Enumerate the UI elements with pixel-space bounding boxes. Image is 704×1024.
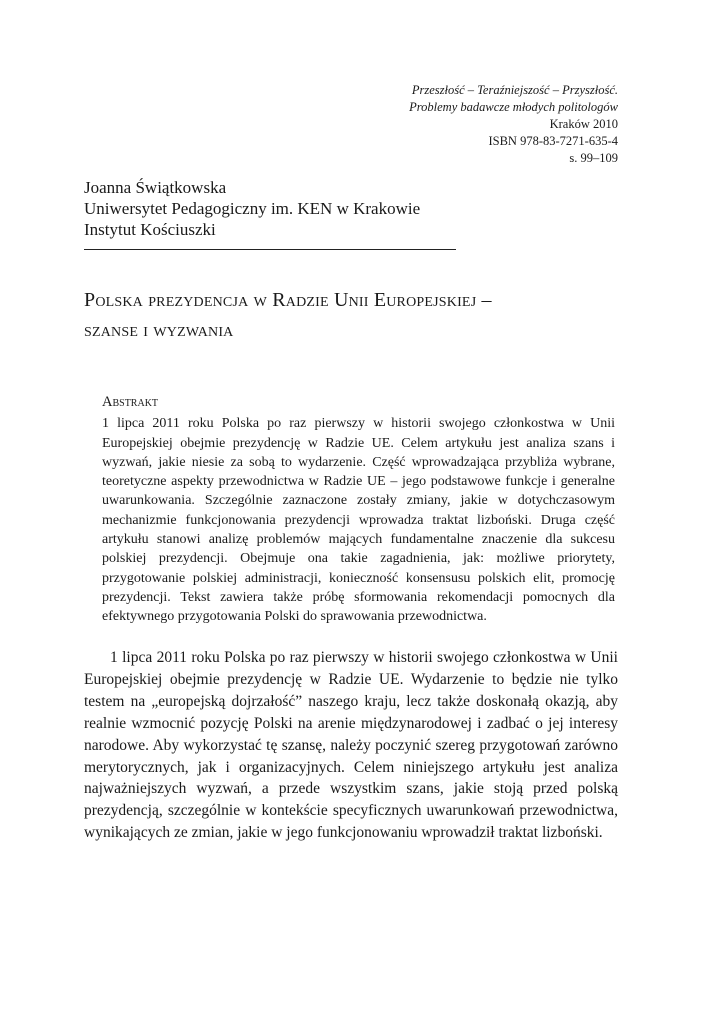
author-block bbox=[84, 177, 420, 240]
author-divider bbox=[84, 249, 456, 250]
isbn: ISBN 978-83-7271-635-4 bbox=[488, 134, 618, 148]
abstract-section bbox=[102, 393, 615, 627]
series-title-line-1: Przeszłość – Teraźniejszość – Przyszłość. bbox=[411, 83, 618, 97]
abstract-heading: Abstrakt bbox=[102, 394, 159, 410]
article-title-line-2: szanse i wyzwania bbox=[84, 319, 234, 341]
article-title-line-1: Polska prezydencja w Radzie Unii Europejskiej – bbox=[84, 289, 492, 311]
author-affiliation-university: Uniwersytet Pedagogiczny im. KEN w Krakowie bbox=[84, 199, 421, 218]
series-title-line-2: Problemy badawcze młodych politologów bbox=[409, 100, 618, 114]
body-paragraph: 1 lipca 2011 roku Polska po raz pierwszy w historii swojego członkostwa w Unii Europejskiej obejmie prezydencję w Radzie UE. Wydarzenie to będzie nie tylko testem na „europejską dojrzałość” naszego kraju, lecz także doskonałą okazją, aby realnie wzmocnić pozycję Polski na arenie międzynarodowej i zadbać o jej interesy narodowe. Aby wykorzystać tę szansę, należy poczynić szereg przygotowań zarówno merytorycznych, jak i organizacyjnych. Celem niniejszego artykułu jest analiza najważniejszych wyzwań, a przede wszystkim szans, jakie stoją przed polską prezydencją, szczególnie w kontekście specyficznych uwarunkowań przewodnictwa, wynikających ze zmian, jakie w jego funkcjonowaniu wprowadził traktat lizboński. bbox=[84, 649, 618, 842]
author-name: Joanna Świątkowska bbox=[84, 178, 227, 197]
article-title bbox=[84, 285, 624, 345]
place-year: Kraków 2010 bbox=[549, 117, 618, 131]
page-range: s. 99–109 bbox=[569, 151, 618, 165]
publication-header bbox=[409, 82, 618, 167]
abstract-text: 1 lipca 2011 roku Polska po raz pierwszy w historii swojego członkostwa w Unii Europejskiej obejmie prezydencję w Radzie UE. Celem artykułu jest analiza szans i wyzwań, jakie niesie za sobą to wydarzenie. Część wprowadzająca przybliża wybrane, teoretyczne aspekty przewodnictwa w Radzie UE – jego podstawowe funkcje i generalne uwarunkowania. Szczególnie zaznaczone zostały zmiany, jakie w dotychczasowym mechanizmie funkcjonowania prezydencji wprowadza traktat lizboński. Druga część artykułu stanowi analizę problemów mających fundamentalne znaczenie dla sukcesu polskiej prezydencji. Obejmuje ona takie zagadnienia, jak: możliwe priorytety, przygotowanie polskiej administracji, konieczność konsensusu polskich elit, promocję prezydencji. Tekst zawiera także próbę sformowania rekomendacji pomocnych dla efektywnego przygotowania Polski do sprawowania przewodnictwa. bbox=[102, 416, 615, 625]
author-affiliation-institute: Instytut Kościuszki bbox=[84, 220, 216, 239]
